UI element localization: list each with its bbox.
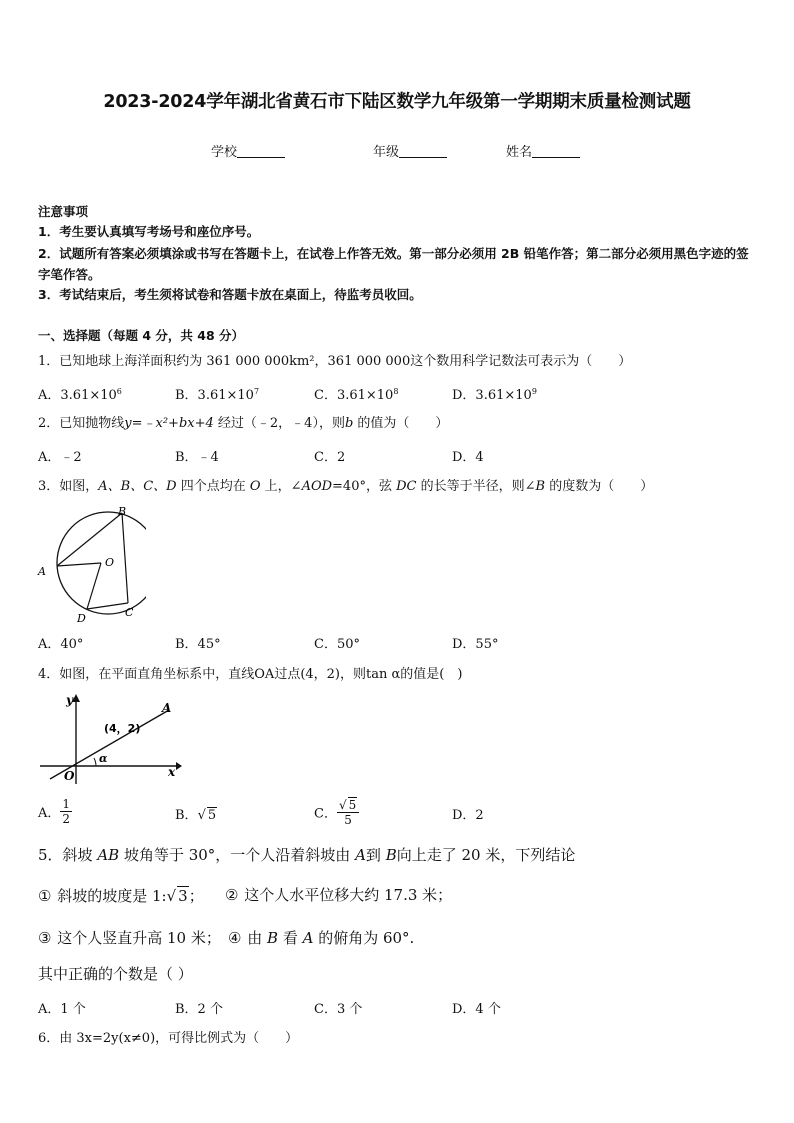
label-y: y [66, 693, 73, 707]
q5-stem: 5．斜坡 AB 坡角等于 30°，一个人沿着斜坡由 A到 B向上走了 20 米，下列结论 [38, 846, 576, 864]
q5-option-d[interactable]: D．4 个 [452, 1002, 501, 1017]
label-point: (4，2) [104, 722, 141, 735]
q4-option-c[interactable]: C． $\frac{√ 5}{5}$ [314, 797, 359, 827]
name-label: 姓名 [506, 145, 533, 160]
school-field[interactable] [211, 141, 285, 160]
section-heading: 一、选择题（每题 4 分，共 48 分） [38, 328, 245, 343]
q4-option-d[interactable]: D．2 [452, 808, 484, 823]
circled-number-1: ① [38, 887, 52, 905]
q3-stem: 3．如图，A、B、C、D 四个点均在 O 上，∠AOD=40°，弦 DC 的长等于半径，则∠B 的度数为（ ） [38, 479, 654, 494]
q2-option-a[interactable]: A．﹣2 [38, 450, 82, 465]
page-title: 2023-2024学年湖北省黄石市下陆区数学九年级第一学期期末质量检测试题 [103, 92, 691, 112]
q4-option-b[interactable]: B．√ 5 [175, 808, 217, 823]
circled-number-2: ② [225, 886, 239, 904]
q4-option-a[interactable]: A． $\frac{1}{2}$ [38, 797, 71, 826]
note-item-3: 3．考试结束后，考生须将试卷和答题卡放在桌面上，待监考员收回。 [38, 287, 422, 302]
label-d: D [77, 612, 86, 625]
q1-option-a[interactable]: A．$3.61\times 10^6$ [38, 387, 122, 403]
note-item-2: 2．试题所有答案必须填涂或书写在答题卡上，在试卷上作答无效。第一部分必须用 2B 铅笔作答；第二部分必须用黑色字迹的签字笔作答。 [38, 246, 749, 282]
q2-option-c[interactable]: C．2 [314, 450, 346, 465]
angle-arc [94, 758, 96, 766]
label-c: C [125, 606, 134, 619]
q2-stem: 2．已知抛物线y=﹣x²+bx+4 经过（﹣2，﹣4），则b 的值为（ ） [38, 416, 449, 431]
q2-option-d[interactable]: D．4 [452, 450, 484, 465]
radius-od [87, 563, 101, 609]
q2-option-b[interactable]: B．﹣4 [175, 450, 219, 465]
q6-stem: 6．由 3x=2y(x≠0)，可得比例式为（ ） [38, 1031, 299, 1046]
circle-outline [57, 512, 146, 614]
radius-oa [57, 563, 101, 566]
label-o: O [64, 769, 75, 783]
q1-option-c[interactable]: C．$3.61\times 10^8$ [314, 387, 399, 403]
q1-option-d[interactable]: D．$3.61\times 10^9$ [452, 387, 537, 403]
q5-summary: 其中正确的个数是（ ） [38, 965, 193, 983]
q5-conclusion-4: ④ 由 B 看 A 的俯角为 60°. [228, 929, 415, 947]
q3-option-c[interactable]: C．50° [314, 637, 360, 652]
q5-option-c[interactable]: C．3 个 [314, 1002, 363, 1017]
grade-label: 年级 [373, 145, 400, 160]
chord-bc [122, 513, 128, 603]
circled-number-3: ③ [38, 929, 52, 947]
q5-conclusion-2: ② 这个人水平位移大约 17.3 米； [225, 886, 453, 904]
y-axis-arrow [72, 694, 80, 702]
chord-dc [87, 603, 128, 609]
circled-number-4: ④ [228, 929, 242, 947]
q3-option-a[interactable]: A．40° [38, 637, 84, 652]
grade-field[interactable] [373, 141, 447, 160]
coordinate-figure [36, 692, 182, 786]
name-blank[interactable] [532, 145, 580, 158]
name-field[interactable] [506, 141, 580, 160]
q1-stem: 1．已知地球上海洋面积约为 361 000 000km²，361 000 000这个数用科学记数法可表示为（ ） [38, 354, 632, 369]
grade-blank[interactable] [399, 145, 447, 158]
q5-conclusion-1: ① 斜坡的坡度是 1:√ 3； [38, 887, 204, 905]
label-a: A [38, 565, 46, 578]
note-item-1: 1．考生要认真填写考场号和座位序号。 [38, 224, 260, 239]
q4-stem: 4．如图，在平面直角坐标系中，直线OA过点(4，2)，则tan α的值是( ) [38, 667, 463, 682]
label-a: A [162, 701, 172, 715]
label-x: x [168, 765, 176, 779]
q3-option-d[interactable]: D．55° [452, 637, 499, 652]
q3-option-b[interactable]: B．45° [175, 637, 221, 652]
x-axis-arrow [176, 762, 182, 770]
school-label: 学校 [211, 145, 238, 160]
q5-conclusion-3: ③ 这个人竖直升高 10 米； [38, 929, 221, 947]
circle-figure [36, 503, 146, 625]
school-blank[interactable] [237, 145, 285, 158]
q1-option-b[interactable]: B．$3.61\times 10^7$ [175, 387, 260, 403]
label-b: B [118, 505, 127, 518]
notes-heading: 注意事项 [38, 204, 89, 219]
label-o: O [105, 556, 115, 569]
q5-option-a[interactable]: A．1 个 [38, 1002, 86, 1017]
q5-option-b[interactable]: B．2 个 [175, 1002, 223, 1017]
label-alpha: α [99, 752, 108, 765]
